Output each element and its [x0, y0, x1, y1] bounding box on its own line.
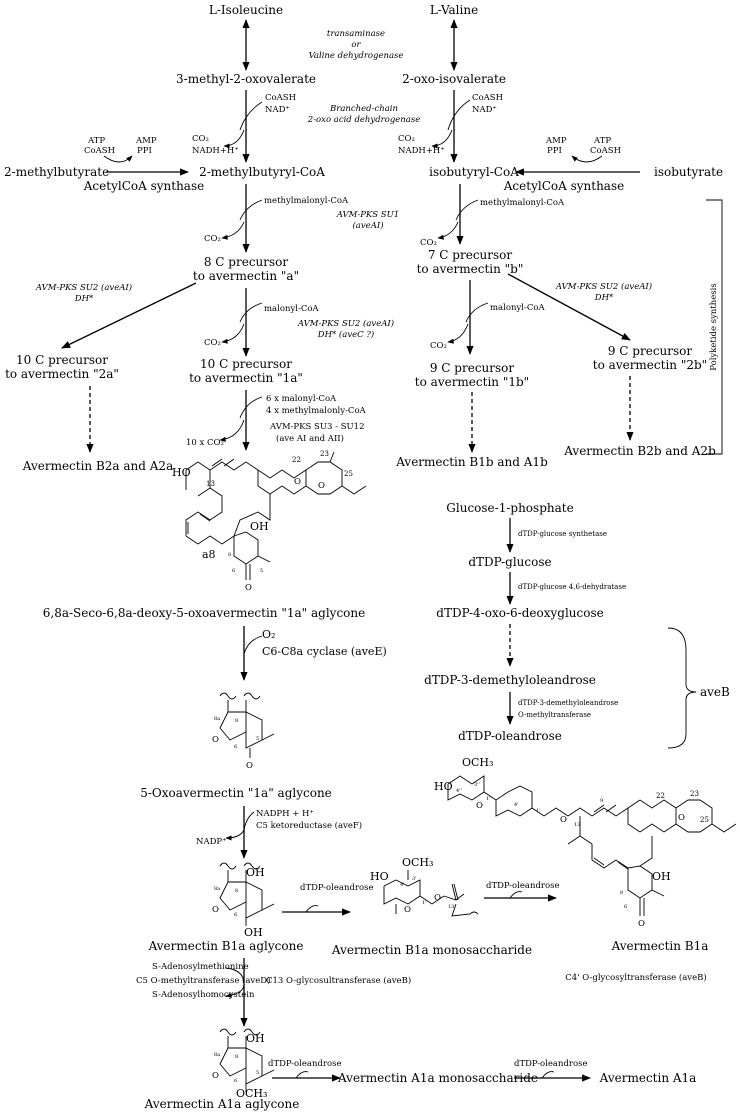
chem-oh-2: OH [246, 866, 265, 879]
chem-o-13: O [638, 919, 645, 929]
chem-4pp: 4'' [456, 788, 462, 794]
c9-1b-2: to avermectin "1b" [414, 375, 530, 389]
a1a-monosaccharide: Avermectin A1a monosaccharide [337, 1071, 539, 1085]
ketoreductase: C5 ketoreductase (aveF) [256, 821, 363, 831]
methyl-oxovalerate: 3-methyl-2-oxovalerate [176, 72, 316, 86]
b1a-curve-2 [510, 892, 522, 898]
mal6-curve-in [240, 397, 262, 418]
b1a-monosaccharide-label: Avermectin B1a monosaccharide [331, 943, 533, 957]
chem-8-2: 8 [235, 718, 239, 724]
b1a-curve-1 [306, 906, 318, 912]
chem-13-3: 13 [574, 822, 581, 828]
chem-1p-2: 1' [536, 808, 541, 814]
malonyl-6x: 6 x malonyl-CoA [266, 394, 337, 404]
aveb-label: aveB [700, 685, 730, 699]
chem-o-10: O [476, 801, 483, 811]
chem-o-3: O [245, 583, 252, 593]
enzyme-valine-dh: Valine dehydrogenase [308, 51, 404, 61]
chem-8-3: 8 [235, 888, 239, 894]
enzyme-transaminase: transaminase [326, 29, 386, 39]
isobutyryl-coa: isobutyryl-CoA [429, 165, 519, 179]
chem-25: 25 [344, 470, 353, 478]
chem-och3-2: OCH₃ [402, 856, 434, 869]
r-nadh: NADH+H⁺ [398, 146, 445, 156]
chem-oh-1: OH [250, 520, 269, 533]
methylbutyrate: 2-methylbutyrate [4, 165, 110, 179]
chem-13: 13 [206, 480, 215, 488]
coash-1: CoASH [265, 93, 296, 103]
nadh-1: NADH+H⁺ [192, 146, 239, 156]
sah: S-Adenosylhomocystein [152, 990, 255, 1000]
sam: S-Adenosylmethionine [152, 962, 249, 972]
seco-aglycone-label: 6,8a-Seco-6,8a-deoxy-5-oxoavermectin "1a" aglycone [42, 606, 366, 620]
c10-1a-2: to avermectin "1a" [189, 371, 303, 385]
dtdp-ole-1: dTDP-oleandrose [300, 883, 374, 893]
avermectin-b1b: Avermectin B1b and A1b [396, 455, 548, 469]
atp-curve-right [572, 156, 602, 162]
mal-curve-out-left [222, 324, 244, 342]
mm-curve-out-left [222, 222, 244, 238]
a1a-curve-1 [296, 1072, 308, 1078]
cyclase: C6-C8a cyclase (aveE) [262, 645, 387, 658]
cofactor-out-curve [224, 130, 244, 146]
methylmalonyl-left: methylmalonyl-CoA [264, 196, 349, 206]
chem-6-4: 6 [234, 1078, 238, 1084]
r-pks-su2-1: AVM-PKS SU2 (aveAI) [555, 282, 653, 292]
c8-precursor-2: to avermectin "a" [192, 269, 300, 283]
chem-8-4: 8 [235, 1054, 239, 1060]
co2-left-3: CO₂ [204, 338, 221, 348]
nadph-curve-in [244, 812, 254, 830]
avermectin-a1a: Avermectin A1a [599, 1071, 697, 1085]
bckd-1: Branched-chain [330, 104, 398, 114]
c13-gt: C13 O-glycosultransferase (aveB) [266, 976, 412, 986]
o2-curve [244, 636, 262, 654]
chem-och3-3: OCH₃ [462, 756, 494, 769]
isobutyrate: isobutyrate [654, 165, 724, 179]
avermectin-b1a-label: Avermectin B1a [611, 939, 709, 953]
dtdp-oxo-deoxyglucose: dTDP-4-oxo-6-deoxyglucose [436, 606, 604, 620]
r-malonyl: malonyl-CoA [490, 303, 545, 313]
nadp: NADP⁺ [196, 837, 227, 847]
r-amp: AMP [546, 136, 567, 146]
b1a-monosaccharide-structure [384, 870, 478, 916]
chem-3p-1: 3' [412, 876, 417, 882]
chem-5-4: 5 [256, 1070, 260, 1076]
mm-curve-in-left [240, 200, 262, 220]
dtdp-glucose: dTDP-glucose [468, 555, 552, 569]
r-mal-out [448, 324, 468, 342]
r-nad: NAD⁺ [472, 105, 497, 115]
r-co2: CO₂ [398, 134, 415, 144]
cofactor-in-curve [240, 102, 262, 130]
r-coash: CoASH [472, 93, 503, 103]
c8-precursor-1: 8 C precursor [203, 255, 289, 269]
pks-su3-2: (ave AI and AII) [276, 434, 344, 444]
chem-oh-3: OH [244, 926, 263, 939]
chem-o-11: O [560, 815, 567, 825]
dtdp-ole-4: dTDP-oleandrose [514, 1059, 588, 1069]
dtdp-ole-2: dTDP-oleandrose [486, 881, 560, 891]
r-ppi: PPI [547, 146, 562, 156]
r-cofactor-in [448, 100, 470, 130]
atp-left: ATP [88, 136, 106, 146]
avermectin-b2b: Avermectin B2b and A2b [564, 444, 716, 458]
c10-1a-1: 10 C precursor [200, 357, 292, 371]
chem-9: 9 [600, 798, 604, 804]
chem-ho: HO [172, 466, 191, 479]
chem-ho-2: HO [370, 870, 389, 883]
methylmalonyl-4x: 4 x methylmalonly-CoA [266, 406, 366, 416]
chem-o-7: O [212, 1071, 219, 1081]
dtdp-demethyloleandrose: dTDP-3-demethyloleandrose [424, 673, 596, 687]
c9-2b-2: to avermectin "2b" [592, 358, 708, 372]
pks-su2-mid-1: AVM-PKS SU2 (aveAI) [297, 319, 395, 329]
co2-1: CO₂ [192, 134, 209, 144]
methylbutyryl-coa: 2-methylbutyryl-CoA [199, 165, 325, 179]
nadph-curve-out [226, 830, 244, 838]
enzyme-omt-1: dTDP-3-demethyloleandrose [518, 699, 619, 707]
c9-1b-1: 9 C precursor [429, 361, 515, 375]
chem-8a-3: 8a [214, 886, 221, 892]
nad-1: NAD⁺ [265, 105, 290, 115]
polyketide-label: Polyketide synthesis [709, 283, 719, 371]
c7-precursor-2: to avermectin "b" [416, 262, 524, 276]
coash-left: CoASH [84, 146, 115, 156]
pks-su1-1: AVM-PKS SU1 [336, 210, 400, 220]
oxo-isovalerate: 2-oxo-isovalerate [402, 72, 506, 86]
c9-2b-1: 9 C precursor [607, 344, 693, 358]
oxo-aglycone-label: 5-Oxoavermectin "1a" aglycone [140, 786, 332, 800]
l-isoleucine: L-Isoleucine [208, 3, 284, 17]
chem-4p-2: 4' [514, 802, 519, 808]
chem-4p-1: 4' [400, 882, 405, 888]
r-methylmalonyl: methylmalonyl-CoA [480, 198, 565, 208]
r-mm-out [438, 222, 458, 238]
a1a-curve-2 [542, 1072, 554, 1078]
enzyme-glucose-synthetase: dTDP-glucose synthetase [518, 530, 608, 538]
nadph: NADPH + H⁺ [256, 809, 314, 819]
glucose-1-phosphate: Glucose-1-phosphate [446, 501, 574, 515]
co2-10x: 10 x CO₂ [186, 438, 224, 448]
chem-22: 22 [292, 456, 301, 464]
r-mm-in [456, 200, 478, 220]
chem-23: 23 [320, 450, 329, 458]
chem-och3-1: OCH₃ [236, 1087, 268, 1100]
chem-8a-4: 8a [214, 1052, 221, 1058]
omt: C5 O-methyltransferase (aveD) [136, 976, 271, 986]
enzyme-or: or [351, 40, 361, 50]
chem-ho-3: HO [434, 780, 453, 793]
c7-precursor-1: 7 C precursor [427, 248, 513, 262]
chem-13-2: 13 [448, 904, 455, 910]
chem-o-6: O [212, 905, 219, 915]
chem-5-1: 5 [260, 568, 264, 574]
c10-2a-2: to avermectin "2a" [5, 367, 119, 381]
chem-5-2: 5 [256, 736, 260, 742]
c10-2a-1: 10 C precursor [16, 353, 108, 367]
pks-su2-left-2: DH* [74, 294, 94, 304]
chem-8-5: 8 [620, 890, 624, 896]
pks-su2-mid-2: DH* (aveC ?) [317, 330, 375, 340]
chem-6-2: 6 [234, 744, 238, 750]
l-valine: L-Valine [429, 3, 479, 17]
amp-left: AMP [136, 136, 157, 146]
bckd-2: 2-oxo acid dehydrogenase [307, 115, 421, 125]
c4-gt: C4' O-glycosyltransferase (aveB) [565, 973, 707, 983]
aveb-brace [668, 628, 696, 748]
co2-left-2: CO₂ [204, 234, 221, 244]
r-atp: ATP [594, 136, 612, 146]
chem-25-2: 25 [700, 816, 709, 824]
dtdp-oleandrose: dTDP-oleandrose [458, 729, 562, 743]
chem-23-2: 23 [690, 790, 699, 798]
a1a-aglycone-label: Avermectin A1a aglycone [144, 1097, 300, 1111]
r-pks-su2-2: DH* [594, 293, 614, 303]
r-co2-3: CO₂ [430, 341, 447, 351]
enzyme-omt-2: O-methyltransferase [518, 711, 592, 719]
acetylcoa-synthase-left: AcetylCoA synthase [83, 179, 205, 193]
b1a-aglycone-label: Avermectin B1a aglycone [148, 939, 304, 953]
chem-o-5: O [246, 761, 253, 771]
pks-su1-2: (aveAI) [352, 221, 384, 231]
chem-o-8: O [404, 905, 411, 915]
chem-1p-1: 1' [422, 900, 427, 906]
r-mal-in [466, 303, 488, 322]
chem-6-1: 6 [232, 568, 236, 574]
chem-8a-2: 8a [214, 716, 221, 722]
chem-o-1: O [294, 477, 301, 487]
mal-curve-in-left [240, 303, 262, 322]
avermectin-b2a: Avermectin B2a and A2a [22, 459, 174, 473]
r-cofactor-out [432, 130, 452, 146]
chem-o-12: O [678, 813, 685, 823]
o2: O₂ [262, 628, 276, 641]
oxo-aglycone-structure [220, 693, 274, 758]
chem-oh-4: OH [246, 1032, 265, 1045]
chem-6-3: 6 [234, 912, 238, 918]
r-coash-2: CoASH [590, 146, 621, 156]
atp-curve-left [104, 156, 132, 162]
enzyme-dehydratase: dTDP-glucose 4,6-dehydratase [518, 583, 627, 591]
chem-o-2: O [318, 481, 325, 491]
r-co2-2: CO₂ [420, 238, 437, 248]
mal6-curve-out [220, 420, 244, 440]
ppi-left: PPI [137, 146, 152, 156]
chem-22-2: 22 [656, 792, 665, 800]
malonyl-left: malonyl-CoA [264, 304, 319, 314]
chem-1pp: 1'' [486, 796, 492, 802]
chem-o-4: O [212, 735, 219, 745]
pks-su2-left-1: AVM-PKS SU2 (aveAI) [35, 283, 133, 293]
chem-6-5: 6 [624, 904, 628, 910]
acetylcoa-synthase-right: AcetylCoA synthase [503, 179, 625, 193]
dtdp-ole-3: dTDP-oleandrose [268, 1059, 342, 1069]
pks-su3-1: AVM-PKS SU3 - SU12 [270, 422, 365, 432]
chem-a8: a8 [202, 548, 216, 561]
chem-o-9: O [434, 893, 441, 903]
chem-3pp: 3'' [474, 782, 480, 788]
chem-oh-5: OH [652, 870, 671, 883]
chem-8-1: 8 [228, 552, 232, 558]
